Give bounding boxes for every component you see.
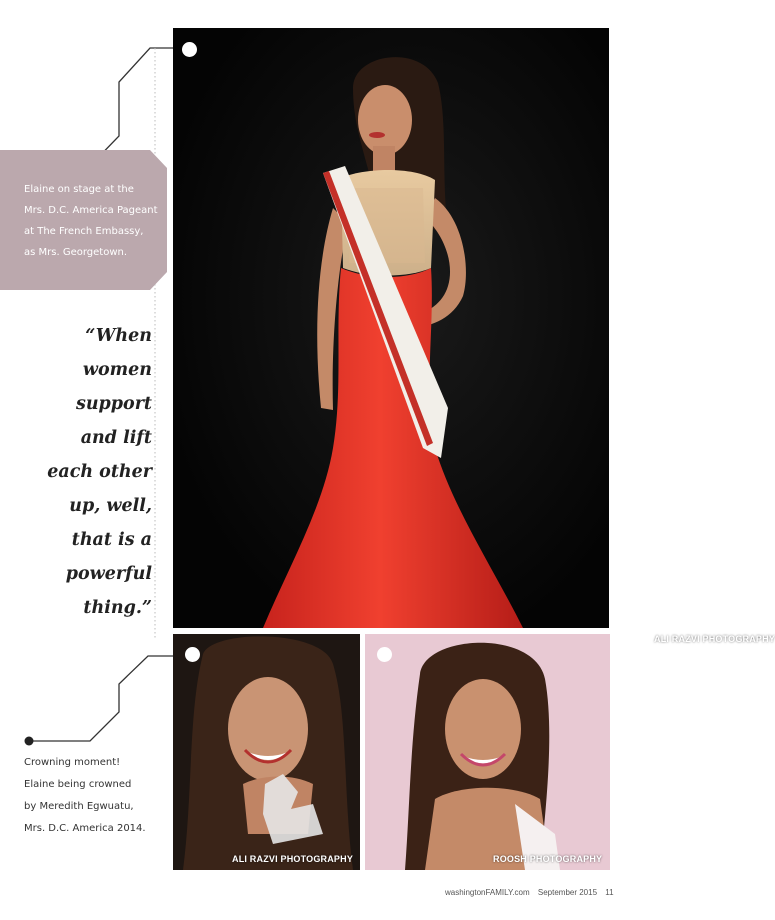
photo-stage-red-gown [173, 28, 775, 644]
photo-portrait [365, 634, 610, 870]
pull-quote-line: each other [47, 462, 152, 482]
pull-quote-line: “When [85, 326, 152, 346]
photo-marker-dot [377, 647, 392, 662]
caption-crowning [24, 752, 146, 840]
photo-crowning [173, 634, 360, 870]
pull-quote-line: up, well, [69, 496, 152, 516]
pull-quote-line: women [82, 360, 152, 380]
pull-quote [20, 319, 152, 625]
caption-stage [24, 179, 164, 263]
caption-stage-line: Mrs. D.C. America Pageant [24, 205, 158, 216]
pull-quote-line: and lift [80, 428, 152, 448]
caption-crowning-line: Mrs. D.C. America 2014. [24, 823, 146, 834]
caption-crowning-line: Crowning moment! [24, 757, 121, 768]
stage-photo-illustration [173, 28, 609, 628]
footer-website: washingtonFAMILY.com [445, 888, 530, 897]
footer-issue: September 2015 [537, 888, 598, 897]
photo-marker-dot [185, 647, 200, 662]
caption-crowning-line: Elaine being crowned [24, 779, 132, 790]
pull-quote-line: that is a [71, 530, 152, 550]
crowning-photo-illustration [173, 634, 360, 870]
footer-page-number: 11 [605, 888, 614, 897]
pull-quote-line: support [75, 394, 152, 414]
caption-stage-line: as Mrs. Georgetown. [24, 247, 128, 258]
pull-quote-line: powerful [65, 564, 152, 584]
photo-credit-main: ALI RAZVI PHOTOGRAPHY [654, 634, 775, 644]
pull-quote-line: thing.” [83, 598, 152, 618]
caption-stage-line: Elaine on stage at the [24, 184, 134, 195]
portrait-photo-illustration [365, 634, 610, 870]
page-footer [445, 888, 620, 897]
photo-credit-bottom-right: ROOSH PHOTOGRAPHY [493, 854, 603, 864]
photo-marker-dot [182, 42, 197, 57]
caption-crowning-line: by Meredith Egwuatu, [24, 801, 134, 812]
caption-stage-line: at The French Embassy, [24, 226, 144, 237]
photo-credit-bottom-left: ALI RAZVI PHOTOGRAPHY [232, 854, 354, 864]
